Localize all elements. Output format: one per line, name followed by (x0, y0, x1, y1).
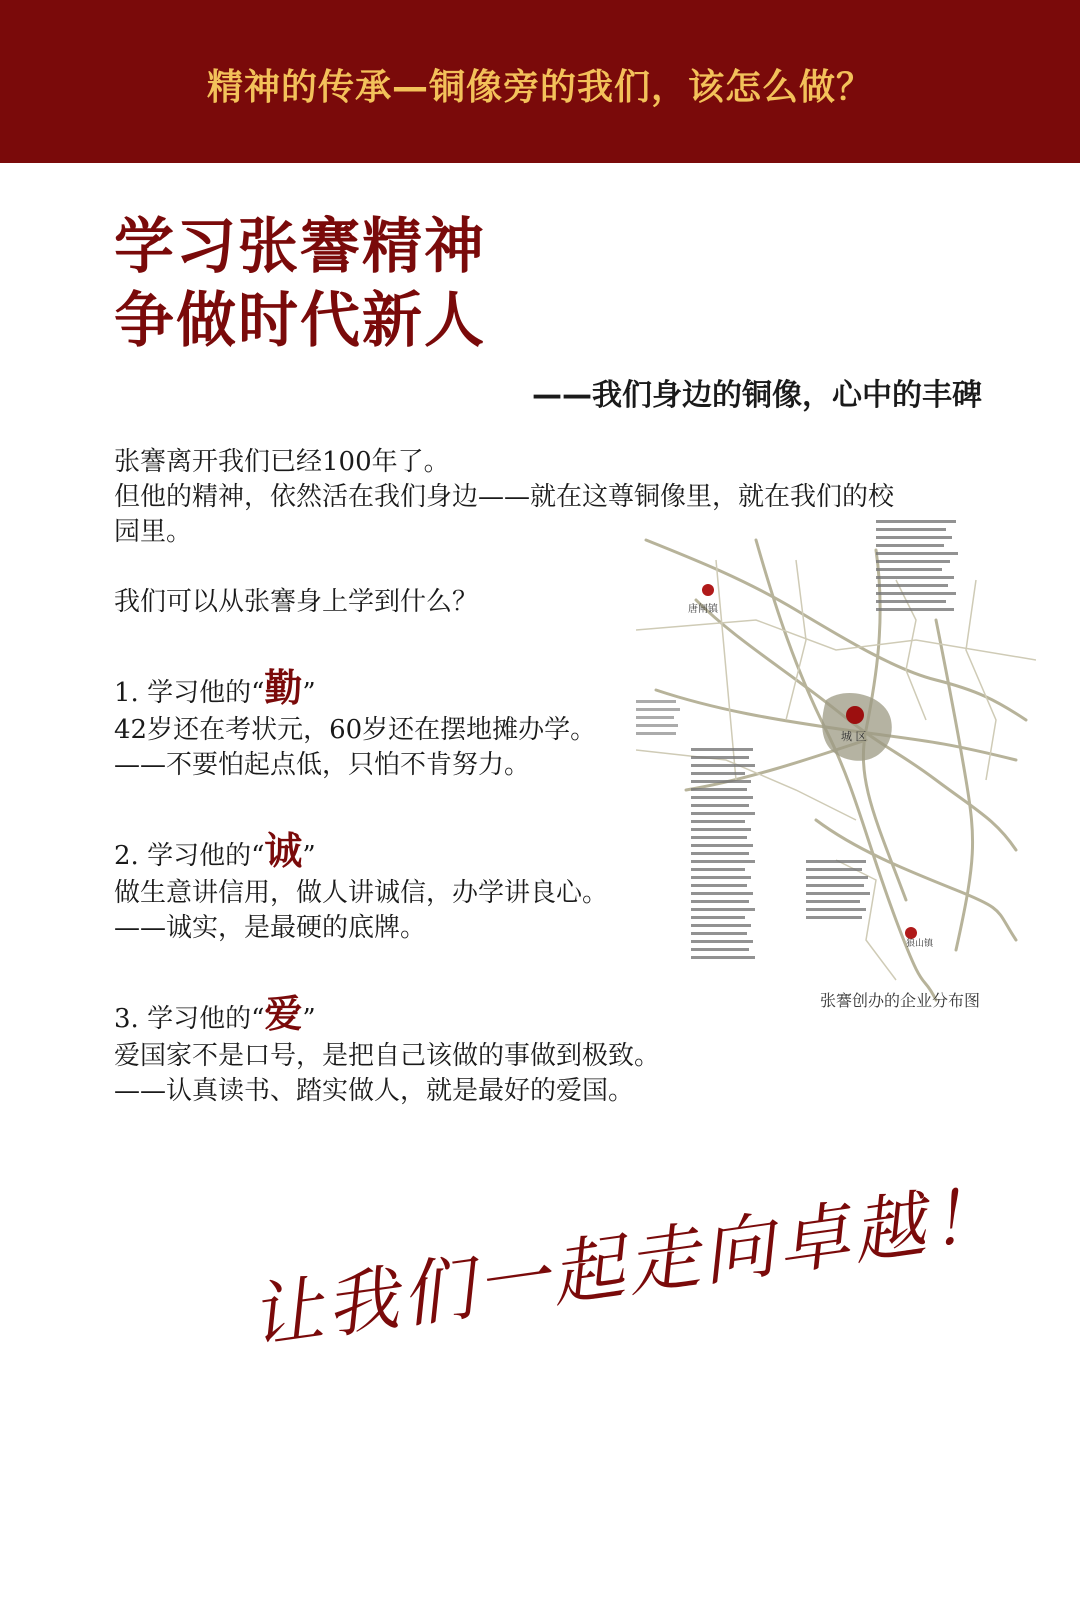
headline-line-2: 争做时代新人 (114, 286, 486, 356)
keyword-ai: 爱 (264, 991, 303, 1036)
subtitle: ——我们身边的铜像，心中的丰碑 (532, 378, 982, 413)
intro-line-2: 但他的精神，依然活在我们身边——就在这尊铜像里，就在我们的校 (114, 482, 895, 512)
enterprise-map (636, 520, 1036, 1020)
top-banner (0, 0, 1080, 163)
section-3-note: ——认真读书、踏实做人，就是最好的爱国。 (114, 1076, 635, 1106)
map-label-city: 城 区 (841, 730, 867, 743)
slogan-text: 让我们一起走向卓越！ (244, 1170, 1010, 1360)
section-3-head: 3. 学习他的“爱” (114, 991, 316, 1036)
map-caption: 张謇创办的企业分布图 (820, 991, 981, 1010)
intro-line-1: 张謇离开我们已经100年了。 (114, 447, 450, 477)
section-1-text: 42岁还在考状元，60岁还在摆地摊办学。 (114, 715, 597, 745)
banner-title: 精神的传承—铜像旁的我们，该怎么做？ (206, 67, 873, 108)
section-1-note: ——不要怕起点低，只怕不肯努力。 (114, 750, 531, 780)
section-2-note: ——诚实，是最硬的底牌。 (114, 913, 427, 943)
headline (114, 210, 486, 358)
headline-line-1: 学习张謇精神 (114, 212, 486, 282)
map-label-langshan: 狼山镇 (906, 939, 934, 949)
slogan (244, 1170, 1010, 1410)
section-3-text: 爱国家不是口号，是把自己该做的事做到极致。 (114, 1041, 661, 1071)
section-2-head: 2. 学习他的“诚” (114, 828, 316, 873)
section-1-head: 1. 学习他的“勤” (114, 665, 316, 710)
intro-line-3: 园里。 (114, 517, 193, 547)
keyword-cheng: 诚 (264, 828, 303, 873)
section-2-text: 做生意讲信用，做人讲诚信，办学讲良心。 (114, 878, 609, 908)
keyword-qin: 勤 (264, 665, 303, 710)
map-label-tangzha: 唐闸镇 (688, 604, 718, 615)
intro-question: 我们可以从张謇身上学到什么？ (114, 587, 479, 617)
